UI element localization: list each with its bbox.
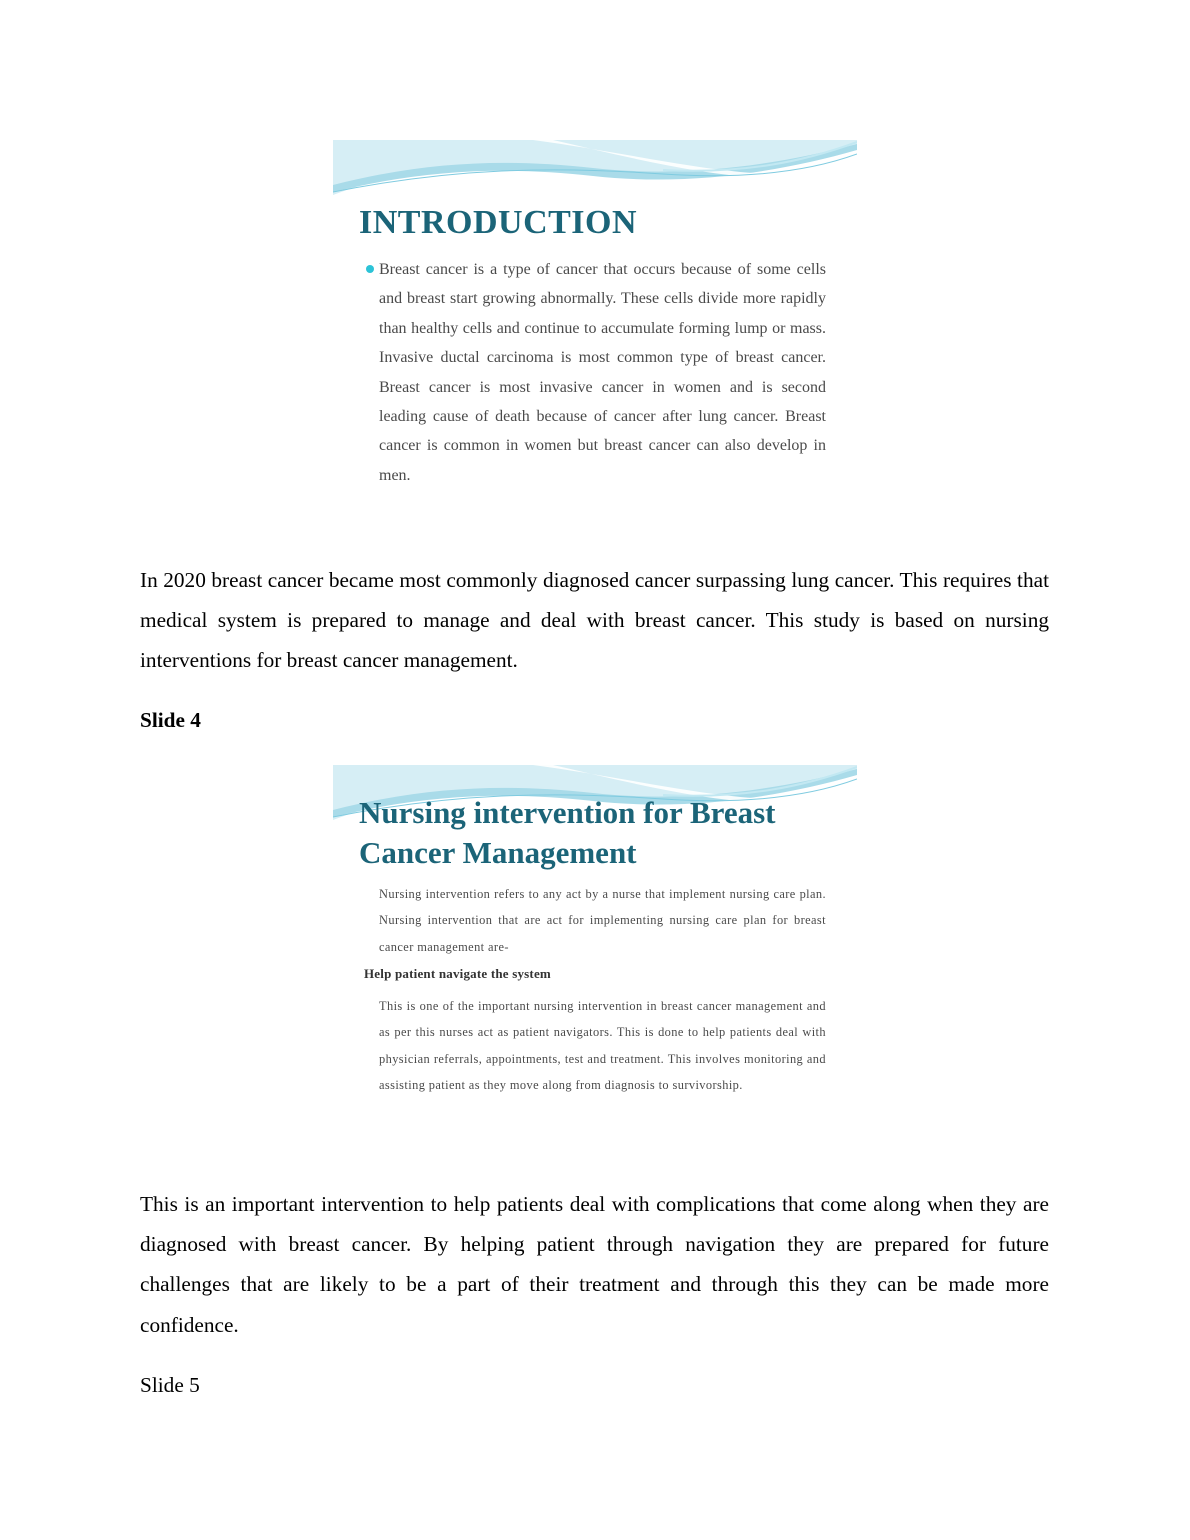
slide-title: Nursing intervention for Breast Cancer Management [359, 795, 776, 870]
section-heading: Slide 4 [140, 708, 201, 732]
body-paragraph: In 2020 breast cancer became most commonly diagnosed cancer surpassing lung cancer. This requires that medical system is prepared to manage and deal with breast cancer. This study is based on nursing interventions for breast cancer management. [140, 568, 1049, 673]
slide-title: INTRODUCTION [359, 204, 638, 241]
slide-subheading: Help patient navigate the system [364, 966, 551, 981]
section-heading: Slide 5 [140, 1373, 200, 1397]
slide-body-text: This is one of the important nursing intervention in breast cancer management and as per this nurses act as patient navigators. This is done to help patients deal with physician referrals, appointments, test and treatment. This involves monitoring and assisting patient as they move along from diagnosis to survivorship. [379, 999, 826, 1093]
slide-body-text: Breast cancer is a type of cancer that occurs because of some cells and breast start growing abnormally. These cells divide more rapidly than healthy cells and continue to accumulate forming lump or mass. Invasive ductal carcinoma is most common type of breast cancer. Breast cancer is most invasive cancer in women and is second leading cause of death because of cancer after lung cancer. Breast cancer is common in women but breast cancer can also develop in men. [379, 261, 826, 484]
bullet-icon [366, 265, 374, 273]
body-paragraph: This is an important intervention to help patients deal with complications that come along when they are diagnosed with breast cancer. By helping patient through navigation they are prepared for future challenges that are likely to be a part of their treatment and through this they can be made more confidence. [140, 1192, 1049, 1337]
slide-intro-text: Nursing intervention refers to any act by a nurse that implement nursing care plan. Nursing intervention that are act for implementing nursing care plan for breast cancer management are- [379, 887, 826, 954]
slide-introduction [333, 140, 857, 492]
slide-nursing-intervention [333, 765, 857, 1130]
slide-header-wave [333, 140, 857, 200]
